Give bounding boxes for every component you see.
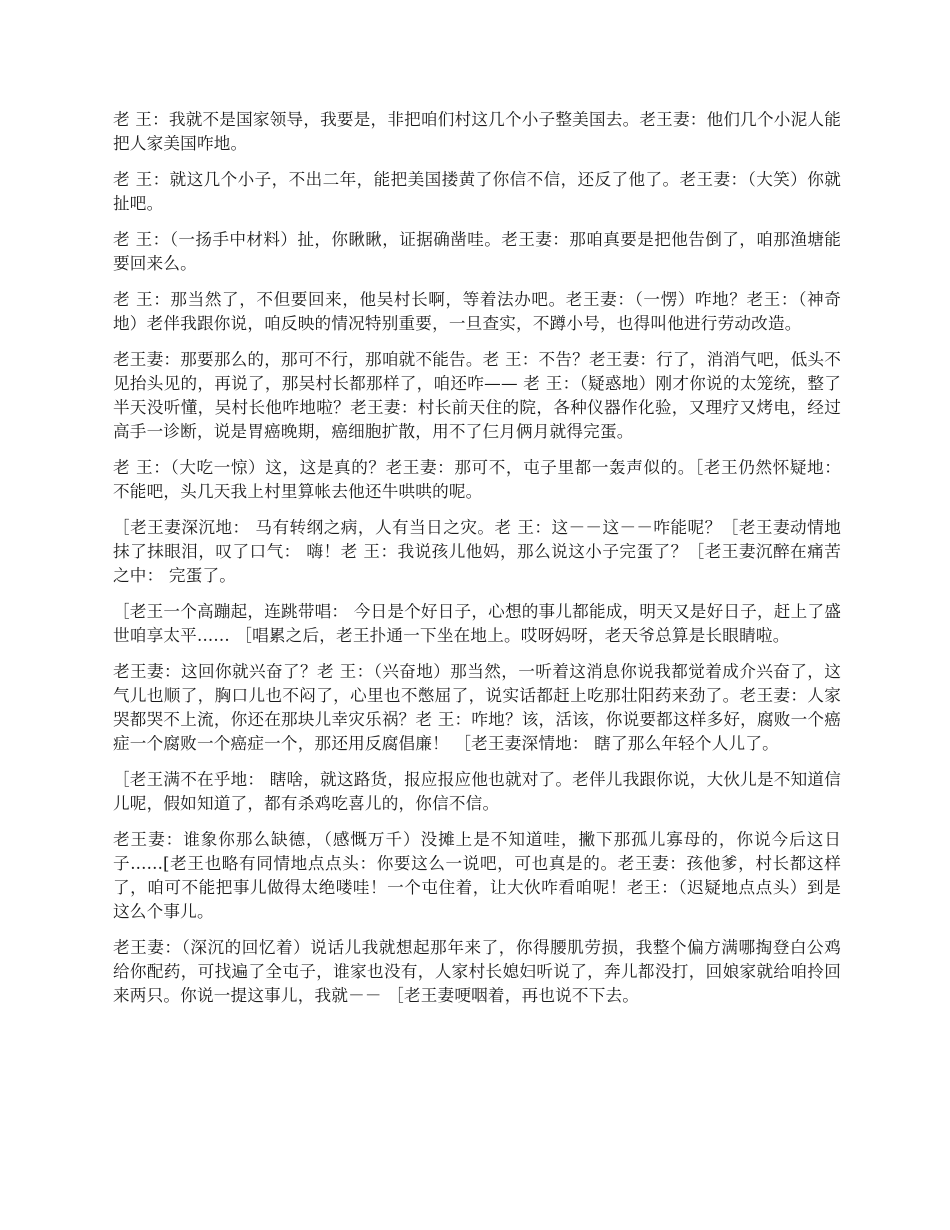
paragraph: ［老王妻深沉地： 马有转纲之病，人有当日之灾。老 王：这－－这－－咋能呢？［老王妻动情地抹了抹眼泪，叹了口气： 嗨！老 王：我说孩儿他妈，那么说这小子完蛋了？［老王妻沉醉在痛苦之中： 完蛋了。	[113, 518, 841, 585]
paragraph: 老 王：就这几个小子，不出二年，能把美国搂黄了你信不信，还反了他了。老王妻：（大笑）你就扯吧。	[113, 170, 841, 213]
paragraph: 老 王：我就不是国家领导，我要是，非把咱们村这几个小子整美国去。老王妻：他们几个小泥人能把人家美国咋地。	[113, 110, 841, 153]
paragraph: ［老王一个高蹦起，连跳带唱： 今日是个好日子，心想的事儿都能成，明天又是好日子，赶上了盛世咱享太平...... ［唱累之后，老王扑通一下坐在地上。哎呀妈呀，老天爷总算是长眼睛啦。	[113, 602, 841, 645]
paragraph: 老王妻：那要那么的，那可不行，那咱就不能告。老 王：不告？老王妻：行了，消消气吧，低头不见抬头见的，再说了，那吴村长都那样了，咱还咋—— 老 王：（疑惑地）刚才你说的太笼统，整了半天没听懂，吴村长他咋地啦？老王妻：村长前天住的院，各种仪器作化验，又理疗又烤电，经过高手一诊断，说是胃癌晚期，癌细胞扩散，用不了仨月俩月就得完蛋。	[113, 350, 841, 441]
paragraph: 老 王：（一扬手中材料）扯，你瞅瞅，证据确凿哇。老王妻：那咱真要是把他告倒了，咱那渔塘能要回来么。	[113, 230, 841, 273]
paragraph: 老 王：（大吃一惊）这，这是真的？老王妻：那可不，屯子里都一轰声似的。［老王仍然怀疑地： 不能吧，头几天我上村里算帐去他还牛哄哄的呢。	[113, 458, 841, 501]
paragraph: 老 王：那当然了，不但要回来，他吴村长啊，等着法办吧。老王妻：（一愣）咋地？老王：（神奇地）老伴我跟你说，咱反映的情况特别重要，一旦查实，不蹲小号，也得叫他进行劳动改造。	[113, 290, 841, 333]
paragraph: 老王妻：（深沉的回忆着）说话儿我就想起那年来了，你得腰肌劳损，我整个偏方满哪掏登白公鸡给你配药，可找遍了全屯子，谁家也没有，人家村长媳妇听说了，奔儿都没打，回娘家就给咱拎回来两只。你说一提这事儿，我就－－ ［老王妻哽咽着，再也说不下去。	[113, 938, 841, 1005]
paragraph: 老王妻：谁象你那么缺德，（感慨万千）没摊上是不知道哇，撇下那孤儿寡母的，你说今后这日子......[老王也略有同情地点点头：你要这么一说吧，可也真是的。老王妻：孩他爹，村长都这样了，咱可不能把事儿做得太绝喽哇！一个屯住着，让大伙咋看咱呢！老王：（迟疑地点点头）到是这么个事儿。	[113, 830, 841, 921]
paragraph: 老王妻：这回你就兴奋了？老 王：（兴奋地）那当然，一听着这消息你说我都觉着成介兴奋了，这气儿也顺了，胸口儿也不闷了，心里也不憋屈了，说实话都赶上吃那壮阳药来劲了。老王妻：人家哭都哭不上流，你还在那块儿幸灾乐祸？老 王：咋地？该，活该，你说要都这样多好，腐败一个癌症一个腐败一个癌症一个，那还用反腐倡廉！ ［老王妻深情地： 瞎了那么年轻个人儿了。	[113, 662, 841, 753]
paragraph: ［老王满不在乎地： 瞎啥，就这路货，报应报应他也就对了。老伴儿我跟你说，大伙儿是不知道信儿呢，假如知道了，都有杀鸡吃喜儿的，你信不信。	[113, 770, 841, 813]
document-body	[113, 108, 841, 1020]
